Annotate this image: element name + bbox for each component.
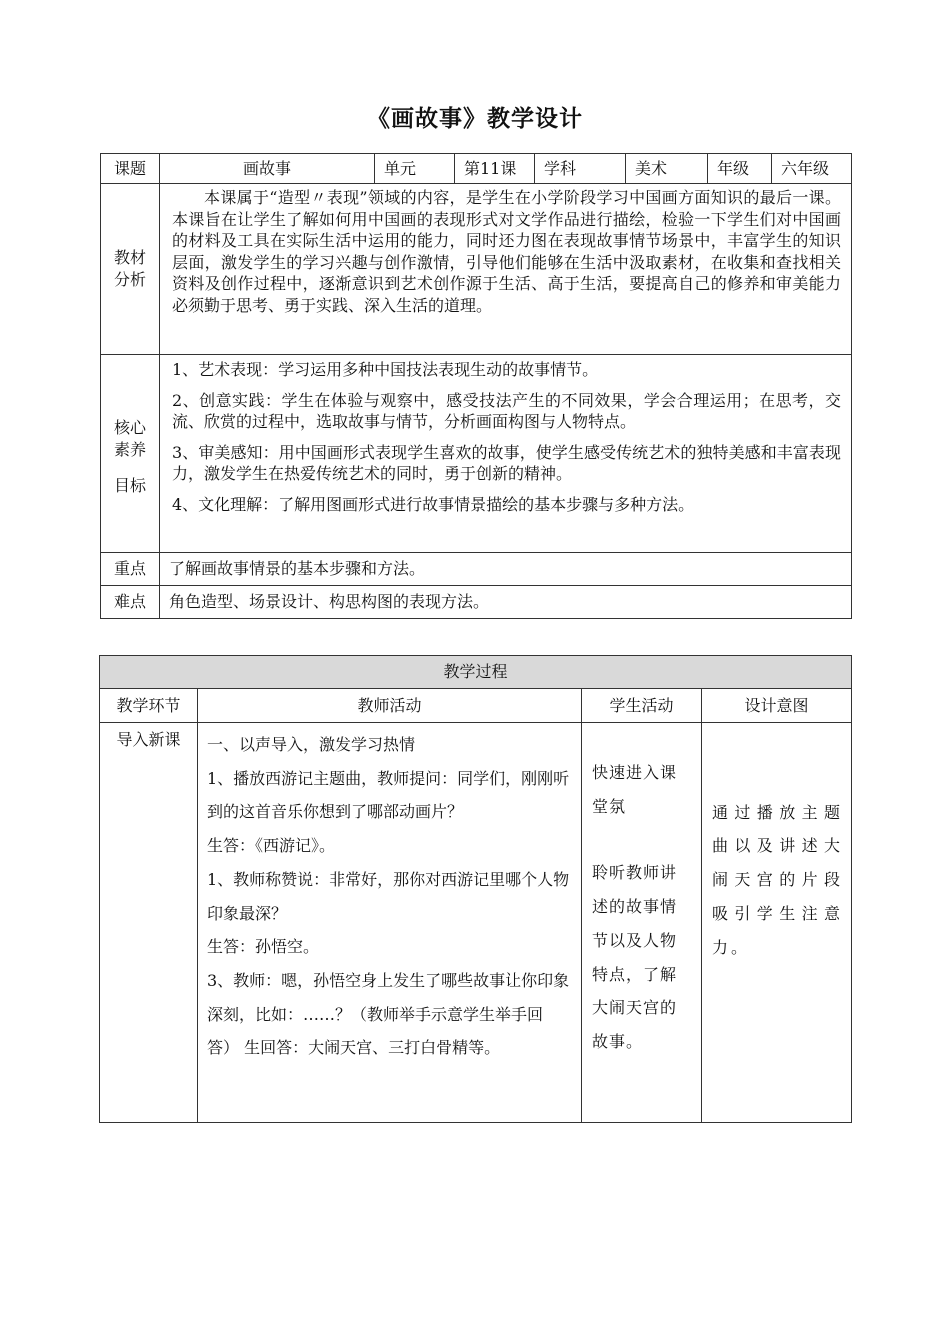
core-label bbox=[101, 355, 160, 553]
core-goal-4: 4、文化理解：了解用图画形式进行故事情景描绘的基本步骤与多种方法。 bbox=[172, 494, 695, 514]
col-student: 学生活动 bbox=[582, 689, 702, 723]
subject-value: 美术 bbox=[626, 154, 708, 184]
col-stage: 教学环节 bbox=[100, 689, 198, 723]
core-goal-2: 2、创意实践：学生在体验与观察中，感受技法产生的不同效果，学会合理运用；在思考，交流、欣赏的过程中，选取故事与情节，分析画面构图与人物特点。 bbox=[172, 390, 841, 431]
document-title: 《画故事》教学设计 bbox=[367, 105, 583, 132]
unit-value: 第11课 bbox=[455, 154, 535, 184]
student-activity bbox=[582, 723, 702, 1123]
design-intent bbox=[702, 723, 852, 1123]
design-intent-text: 通过播放主题曲以及讲述大闹天宫的片段吸引学生注意力。 bbox=[712, 802, 844, 957]
core-goal-3: 3、审美感知：用中国画形式表现学生喜欢的故事，使学生感受传统艺术的独特美感和丰富表现力，激发学生在热爱传统艺术的同时，勇于创新的精神。 bbox=[172, 442, 841, 483]
student-activity-a: 快速进入课堂氛 bbox=[592, 763, 678, 816]
core-label-a: 核心素养 bbox=[113, 417, 146, 459]
core-label-b: 目标 bbox=[113, 475, 146, 495]
teacher-activity bbox=[198, 723, 582, 1123]
process-header: 教学过程 bbox=[100, 656, 852, 689]
analysis-label: 教材分析 bbox=[101, 184, 160, 355]
teacher-line-2: 1、播放西游记主题曲，教师提问：同学们，刚刚听到的这首音乐你想到了哪部动画片？ bbox=[207, 768, 570, 822]
analysis-text: 本课属于“造型〃表现”领域的内容，是学生在小学阶段学习中国画方面知识的最后一课。本课旨在让学生了解如何用中国画的表现形式对文学作品进行描绘，检验一下学生们对中国画的材料及工具在实际生活中运用的能力，同时还力图在表现故事情节场景中，丰富学生的知识层面，激发学生的学习兴趣与创作激情，引导他们能够在生活中汲取素材，在收集和查找相关资料及创作过程中，逐渐意识到艺术创作源于生活、高于生活，要提高自己的修养和审美能力必须勤于思考、勇于实践、深入生活的道理。 bbox=[160, 184, 852, 355]
core-goals bbox=[160, 355, 852, 553]
key-text: 了解画故事情景的基本步骤和方法。 bbox=[160, 553, 852, 586]
teacher-line-3: 生答：《西游记》。 bbox=[207, 836, 336, 856]
teacher-line-4: 1、教师称赞说：非常好，那你对西游记里哪个人物印象最深？ bbox=[207, 869, 570, 923]
grade-value: 六年级 bbox=[772, 154, 852, 184]
core-goal-1: 1、艺术表现：学习运用多种中国技法表现生动的故事情节。 bbox=[172, 360, 599, 379]
teacher-line-1: 一、以声导入，激发学习热情 bbox=[207, 735, 416, 754]
key-label: 重点 bbox=[101, 553, 160, 586]
col-teacher: 教师活动 bbox=[198, 689, 582, 723]
difficulty-text: 角色造型、场景设计、构思构图的表现方法。 bbox=[160, 586, 852, 619]
col-design: 设计意图 bbox=[702, 689, 852, 723]
lesson-info-table bbox=[100, 153, 852, 619]
grade-label: 年级 bbox=[708, 154, 772, 184]
topic-value: 画故事 bbox=[160, 154, 375, 184]
teaching-process-table bbox=[99, 655, 852, 1123]
student-activity-b: 聆听教师讲述的故事情节以及人物特点，了解大闹天宫的故事。 bbox=[592, 863, 678, 1051]
stage-cell: 导入新课 bbox=[100, 723, 198, 1123]
difficulty-label: 难点 bbox=[101, 586, 160, 619]
teacher-line-6: 3、教师：嗯，孙悟空身上发生了哪些故事让你印象深刻，比如：……？（教师举手示意学生举手回答） 生回答：大闹天宫、三打白骨精等。 bbox=[207, 970, 570, 1058]
topic-label: 课题 bbox=[101, 154, 160, 184]
unit-label: 单元 bbox=[375, 154, 455, 184]
teacher-line-5: 生答：孙悟空。 bbox=[207, 937, 320, 957]
subject-label: 学科 bbox=[535, 154, 626, 184]
